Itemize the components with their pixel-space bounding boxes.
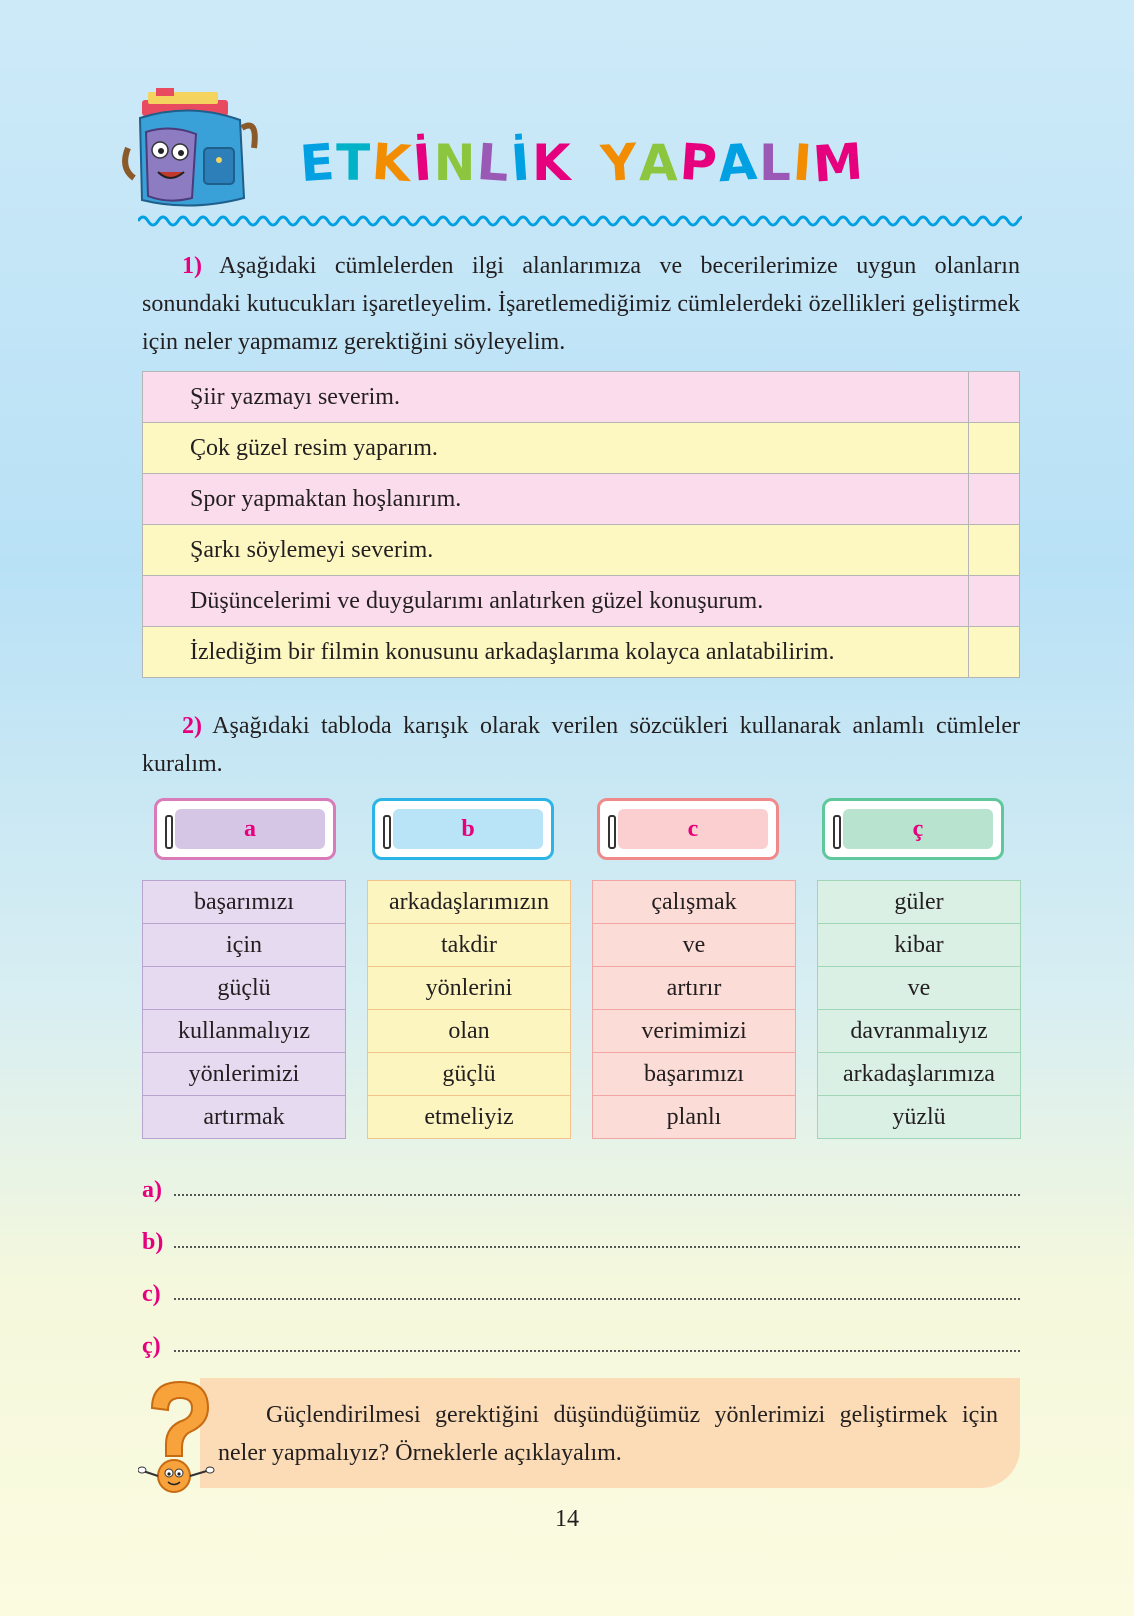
answer-label: ç) bbox=[142, 1333, 161, 1359]
title-letter: A bbox=[638, 134, 680, 192]
word-cell: davranmalıyız bbox=[818, 1010, 1021, 1053]
checklist-statement: Şarkı söylemeyi severim. bbox=[143, 525, 969, 576]
title-letter: A bbox=[716, 132, 761, 194]
word-column-ç bbox=[817, 880, 1021, 1139]
word-cell: artırmak bbox=[143, 1096, 346, 1139]
word-cell: arkadaşlarımızın bbox=[368, 881, 571, 924]
answer-line-a[interactable] bbox=[142, 1170, 1020, 1204]
column-header-c bbox=[593, 790, 779, 862]
title-letter: P bbox=[677, 132, 721, 194]
page-number: 14 bbox=[555, 1506, 579, 1532]
answer-line-b[interactable] bbox=[142, 1222, 1020, 1256]
word-cell: güler bbox=[818, 881, 1021, 924]
title-letter: N bbox=[433, 134, 478, 192]
checklist-statement: İzlediğim bir filmin konusunu arkadaşlarıma kolayca anlatabilirim. bbox=[143, 627, 969, 678]
title-letter: K bbox=[370, 132, 415, 194]
checklist-row bbox=[143, 576, 1020, 627]
answer-label: a) bbox=[142, 1177, 162, 1203]
checklist-statement: Çok güzel resim yaparım. bbox=[143, 423, 969, 474]
title-letter: I bbox=[790, 133, 816, 193]
answer-line-ç[interactable] bbox=[142, 1326, 1020, 1360]
column-header-ç bbox=[818, 790, 1004, 862]
page-title bbox=[298, 128, 868, 198]
title-letter: M bbox=[811, 132, 868, 194]
word-cell: çalışmak bbox=[593, 881, 796, 924]
title-letter: İ bbox=[509, 133, 534, 193]
word-cell: artırır bbox=[593, 967, 796, 1010]
answer-line-c[interactable] bbox=[142, 1274, 1020, 1308]
column-label-a: a bbox=[175, 809, 325, 849]
title-letter: E bbox=[298, 132, 339, 194]
word-cell: verimimizi bbox=[593, 1010, 796, 1053]
checklist-row bbox=[143, 525, 1020, 576]
column-label-b: b bbox=[393, 809, 543, 849]
column-label-ç: ç bbox=[843, 809, 993, 849]
word-cell: yönlerimizi bbox=[143, 1053, 346, 1096]
checklist-row bbox=[143, 627, 1020, 678]
backpack-mascot-icon bbox=[120, 88, 260, 218]
title-letter bbox=[573, 162, 601, 164]
checklist-statement: Düşüncelerimi ve duygularımı anlatırken güzel konuşurum. bbox=[143, 576, 969, 627]
word-cell: planlı bbox=[593, 1096, 796, 1139]
word-cell: yüzlü bbox=[818, 1096, 1021, 1139]
word-cell: ve bbox=[818, 967, 1021, 1010]
word-cell: için bbox=[143, 924, 346, 967]
word-cell: güçlü bbox=[368, 1053, 571, 1096]
word-cell: başarımızı bbox=[143, 881, 346, 924]
word-cell: etmeliyiz bbox=[368, 1096, 571, 1139]
question-mark-mascot-icon bbox=[138, 1378, 218, 1498]
question-1-number: 1) bbox=[182, 253, 202, 279]
column-header-a bbox=[150, 790, 336, 862]
answer-label: c) bbox=[142, 1281, 161, 1307]
question-1 bbox=[142, 247, 1020, 361]
title-letter: İ bbox=[411, 133, 436, 193]
question-2-text: Aşağıdaki tabloda karışık olarak verilen sözcükleri kullanarak anlamlı cümleler kuralım. bbox=[142, 713, 1020, 777]
interest-checklist bbox=[142, 371, 1020, 678]
discussion-prompt: Güçlendirilmesi gerektiğini düşündüğümüz yönlerimizi geliştirmek için neler yapmalıyız? Örneklerle açıklayalım. bbox=[218, 1402, 998, 1466]
checklist-checkbox[interactable] bbox=[969, 474, 1020, 525]
word-cell: olan bbox=[368, 1010, 571, 1053]
word-column-b bbox=[367, 880, 571, 1139]
word-column-a bbox=[142, 880, 346, 1139]
question-1-text: Aşağıdaki cümlelerden ilgi alanlarımıza ve becerilerimize uygun olanların sonundaki kutucukları işaretleyelim. İşaretlemediğimiz cümlelerdeki özellikleri geliştirmek için neler yapmamız gerektiğini söyleyelim. bbox=[142, 253, 1020, 355]
column-label-c: c bbox=[618, 809, 768, 849]
title-letter: L bbox=[475, 132, 514, 194]
column-header-b bbox=[368, 790, 554, 862]
checklist-checkbox[interactable] bbox=[969, 372, 1020, 423]
word-cell: güçlü bbox=[143, 967, 346, 1010]
title-letter: T bbox=[336, 134, 373, 192]
word-cell: ve bbox=[593, 924, 796, 967]
checklist-statement: Spor yapmaktan hoşlanırım. bbox=[143, 474, 969, 525]
checklist-row bbox=[143, 423, 1020, 474]
title-letter: Y bbox=[598, 132, 641, 194]
question-2 bbox=[142, 707, 1020, 783]
word-column-c bbox=[592, 880, 796, 1139]
checklist-statement: Şiir yazmayı severim. bbox=[143, 372, 969, 423]
checklist-row bbox=[143, 372, 1020, 423]
word-cell: takdir bbox=[368, 924, 571, 967]
answer-label: b) bbox=[142, 1229, 164, 1255]
checklist-checkbox[interactable] bbox=[969, 525, 1020, 576]
word-cell: kibar bbox=[818, 924, 1021, 967]
checklist-checkbox[interactable] bbox=[969, 423, 1020, 474]
word-cell: arkadaşlarımıza bbox=[818, 1053, 1021, 1096]
word-cell: yönlerini bbox=[368, 967, 571, 1010]
title-letter: L bbox=[759, 134, 793, 192]
question-2-number: 2) bbox=[182, 713, 202, 739]
checklist-checkbox[interactable] bbox=[969, 627, 1020, 678]
word-cell: başarımızı bbox=[593, 1053, 796, 1096]
word-cell: kullanmalıyız bbox=[143, 1010, 346, 1053]
wavy-divider bbox=[138, 212, 1022, 230]
checklist-checkbox[interactable] bbox=[969, 576, 1020, 627]
checklist-row bbox=[143, 474, 1020, 525]
title-letter: K bbox=[531, 134, 573, 192]
